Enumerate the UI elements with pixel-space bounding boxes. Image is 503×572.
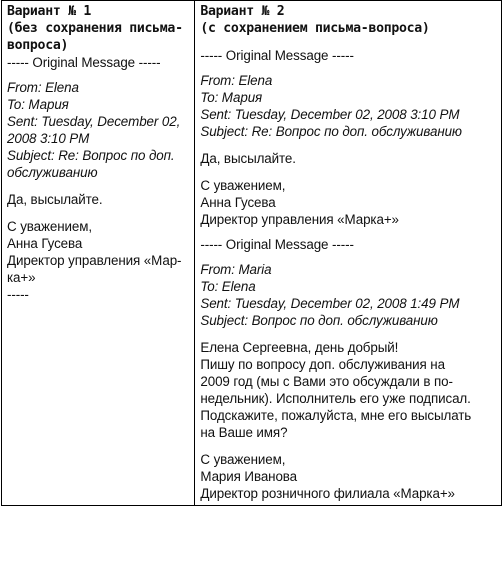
header-from: From: Maria — [200, 262, 272, 277]
header-subject: Subject: Re: Вопрос по доп. обслуживанию — [200, 124, 462, 139]
signature-line: С уважением, — [7, 219, 92, 234]
original-message-body — [200, 339, 495, 441]
signature-line: Директор управления «Мар- — [7, 253, 182, 268]
header-sent-cont: 2008 3:10 PM — [7, 131, 90, 146]
variant-1-heading — [7, 3, 190, 54]
header-from: From: Elena — [200, 73, 273, 88]
header-subject-cont: обслуживанию — [7, 165, 98, 180]
header-subject: Subject: Вопрос по доп. обслуживанию — [200, 313, 438, 328]
end-separator: ----- — [7, 287, 29, 302]
body-line: Подскажите, пожалуйста, мне его высылать — [200, 408, 472, 423]
heading-line: (с сохранением письма-вопроса) — [200, 21, 430, 36]
header-sent: Sent: Tuesday, December 02, 2008 3:10 PM — [200, 107, 460, 122]
signature-line: С уважением, — [200, 178, 286, 193]
body-line: Пишу по вопросу доп. обслуживания на — [200, 357, 445, 372]
header-sent: Sent: Tuesday, December 02, — [7, 114, 181, 129]
body-line: 2009 год (мы с Вами это обсуждали в по- — [200, 374, 453, 389]
variant-1-cell — [2, 1, 195, 506]
comparison-table — [1, 0, 502, 506]
body-line: на Ваше имя? — [200, 425, 288, 440]
signature-line: ка+» — [7, 270, 36, 285]
original-message-separator: ----- Original Message ----- — [200, 237, 354, 252]
reply-text: Да, высылайте. — [200, 151, 296, 166]
message-headers — [7, 79, 190, 181]
original-signature — [200, 451, 495, 502]
variant-2-heading — [200, 3, 495, 37]
signature-line: Анна Гусева — [7, 236, 83, 251]
header-to: To: Elena — [200, 279, 256, 294]
header-to: To: Мария — [200, 90, 263, 105]
reply-text: Да, высылайте. — [7, 192, 103, 207]
original-message-separator: ----- Original Message ----- — [7, 55, 161, 70]
body-line: Елена Сергеевна, день добрый! — [200, 340, 399, 355]
heading-line: (без сохранения письма- — [7, 21, 183, 36]
signature — [200, 177, 495, 228]
variant-2-cell — [195, 1, 502, 506]
header-subject: Subject: Re: Вопрос по доп. — [7, 148, 175, 163]
header-sent: Sent: Tuesday, December 02, 2008 1:49 PM — [200, 296, 460, 311]
signature-line: Директор розничного филиала «Марка+» — [200, 486, 455, 501]
header-from: From: Elena — [7, 80, 79, 95]
header-to: To: Мария — [7, 97, 69, 112]
message-headers — [200, 72, 495, 140]
signature-line: Анна Гусева — [200, 195, 276, 210]
table-row — [2, 1, 502, 506]
signature — [7, 218, 190, 286]
signature-line: С уважением, — [200, 452, 286, 467]
body-line: недельник). Исполнитель его уже подписал. — [200, 391, 471, 406]
signature-line: Мария Иванова — [200, 469, 298, 484]
signature-line: Директор управления «Марка+» — [200, 212, 399, 227]
heading-line: вопроса) — [7, 38, 69, 53]
original-message-headers — [200, 261, 495, 329]
original-message-separator: ----- Original Message ----- — [200, 48, 354, 63]
heading-line: Вариант № 1 — [7, 4, 92, 19]
heading-line: Вариант № 2 — [200, 4, 285, 19]
